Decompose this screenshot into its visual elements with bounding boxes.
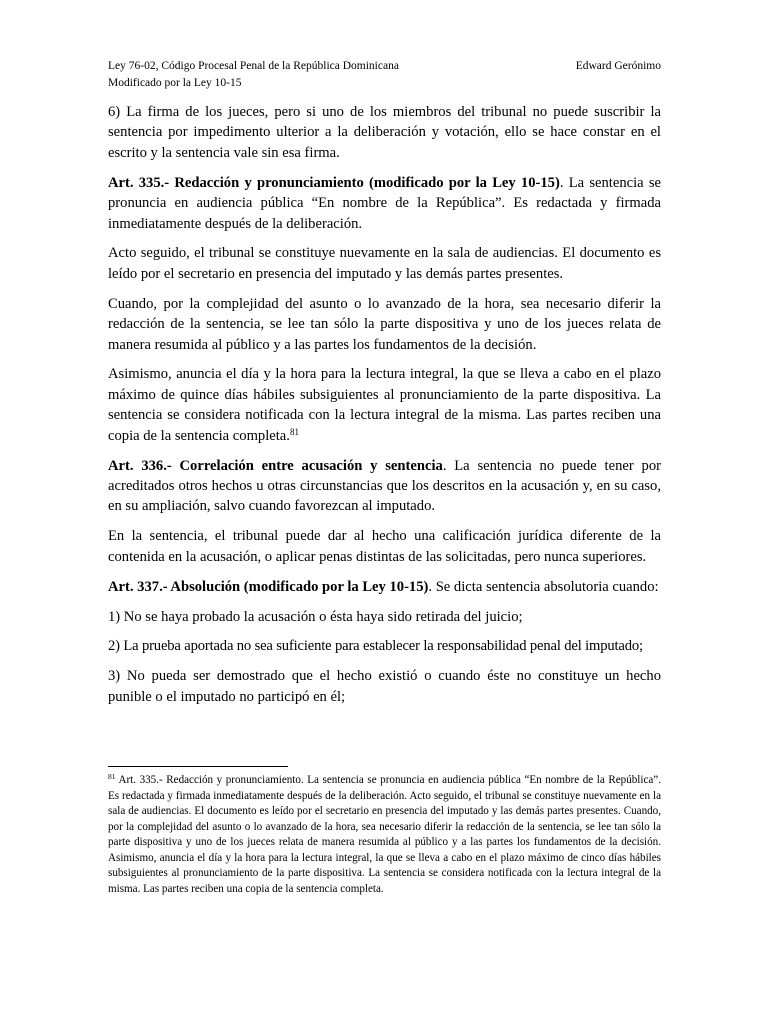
paragraph-asimismo: [108, 364, 661, 446]
article-335-heading: Art. 335.- Redacción y pronunciamiento (modificado por la Ley 10-15): [108, 174, 560, 191]
page-header: [108, 58, 661, 92]
footnote-81: [108, 773, 661, 897]
header-title: Ley 76-02, Código Procesal Penal de la República Dominicana: [108, 60, 399, 72]
list-item-3: 3) No pueda ser demostrado que el hecho existió o cuando éste no constituye un hecho punible o el imputado no participó en él;: [108, 668, 661, 705]
paragraph-acto-seguido: Acto seguido, el tribunal se constituye nuevamente en la sala de audiencias. El documento es leído por el secretario en presencia del imputado y las demás partes presentes.: [108, 245, 661, 282]
paragraph-item-6: 6) La firma de los jueces, pero si uno de los miembros del tribunal no puede suscribir la sentencia por impedimento ulterior a la deliberación y votación, ello se hace constar en el escrito y la sentencia vale sin esa firma.: [108, 104, 661, 161]
header-author: Edward Gerónimo: [575, 60, 661, 72]
paragraph-calificacion: En la sentencia, el tribunal puede dar al hecho una calificación jurídica diferente de la contenida en la acusación, o aplicar penas distintas de las solicitadas, pero nunca superiores.: [108, 528, 661, 565]
list-item-1: 1) No se haya probado la acusación o ésta haya sido retirada del juicio;: [108, 608, 523, 625]
footnote-separator: [108, 766, 288, 767]
footnote-reference[interactable]: 81: [289, 426, 299, 437]
footnote-number: 81: [108, 772, 116, 781]
article-336: [108, 456, 661, 517]
article-336-text: . La sentencia no puede tener por acreditados otros hechos u otras circunstancias que los descritos en la acusación y, en su caso, en su ampliación, salvo cuando favorezcan al imputado.: [108, 457, 661, 515]
article-337-text: . Se dicta sentencia absolutoria cuando:: [428, 578, 659, 595]
article-335: [108, 173, 661, 234]
document-body: [108, 102, 661, 717]
header-subtitle: Modificado por la Ley 10-15: [108, 77, 242, 89]
article-337-heading: Art. 337.- Absolución (modificado por la Ley 10-15): [108, 578, 429, 595]
paragraph-complejidad: Cuando, por la complejidad del asunto o lo avanzado de la hora, sea necesario diferir la redacción de la sentencia, se lee tan sólo la parte dispositiva y uno de los jueces relata de manera resumida al público y a las partes los fundamentos de la decisión.: [108, 295, 661, 353]
footnote-text: Art. 335.- Redacción y pronunciamiento. La sentencia se pronuncia en audiencia pública “En nombre de la República”. Es redactada y firmada inmediatamente después de la deliberación. Acto seguido, el tribunal se constituye nuevamente en la sala de audiencias. El documento es leído por el secretario en presencia del imputado y las demás partes presentes. Cuando, por la complejidad del asunto o lo avanzado de la hora, sea necesario diferir la redacción de la sentencia, se lee tan sólo la parte dispositiva y uno de los jueces relata de manera resumida al público y a las partes los fundamentos de la decisión. Asimismo, anuncia el día y la hora para la lectura integral, la que se lleva a cabo en el plazo máximo de cinco días hábiles subsiguientes al pronunciamiento de la parte dispositiva. La sentencia se considera notificada con la lectura integral de la misma. Las partes reciben una copia de la sentencia completa.: [108, 774, 661, 895]
list-item-2: 2) La prueba aportada no sea suficiente para establecer la responsabilidad penal del imputado;: [108, 638, 643, 655]
article-335-text: . La sentencia se pronuncia en audiencia pública “En nombre de la República”. Es redactada y firmada inmediatamente después de la deliberación.: [108, 174, 662, 232]
article-337: [108, 577, 661, 597]
paragraph-asimismo-text: Asimismo, anuncia el día y la hora para la lectura integral, la que se lleva a cabo en el plazo máximo de quince días hábiles subsiguientes al pronunciamiento de la parte dispositiva. La sentencia se considera notificada con la lectura integral de la misma. Las partes reciben una copia de la sentencia completa.: [108, 366, 661, 444]
article-336-heading: Art. 336.- Correlación entre acusación y sentencia: [108, 457, 443, 474]
